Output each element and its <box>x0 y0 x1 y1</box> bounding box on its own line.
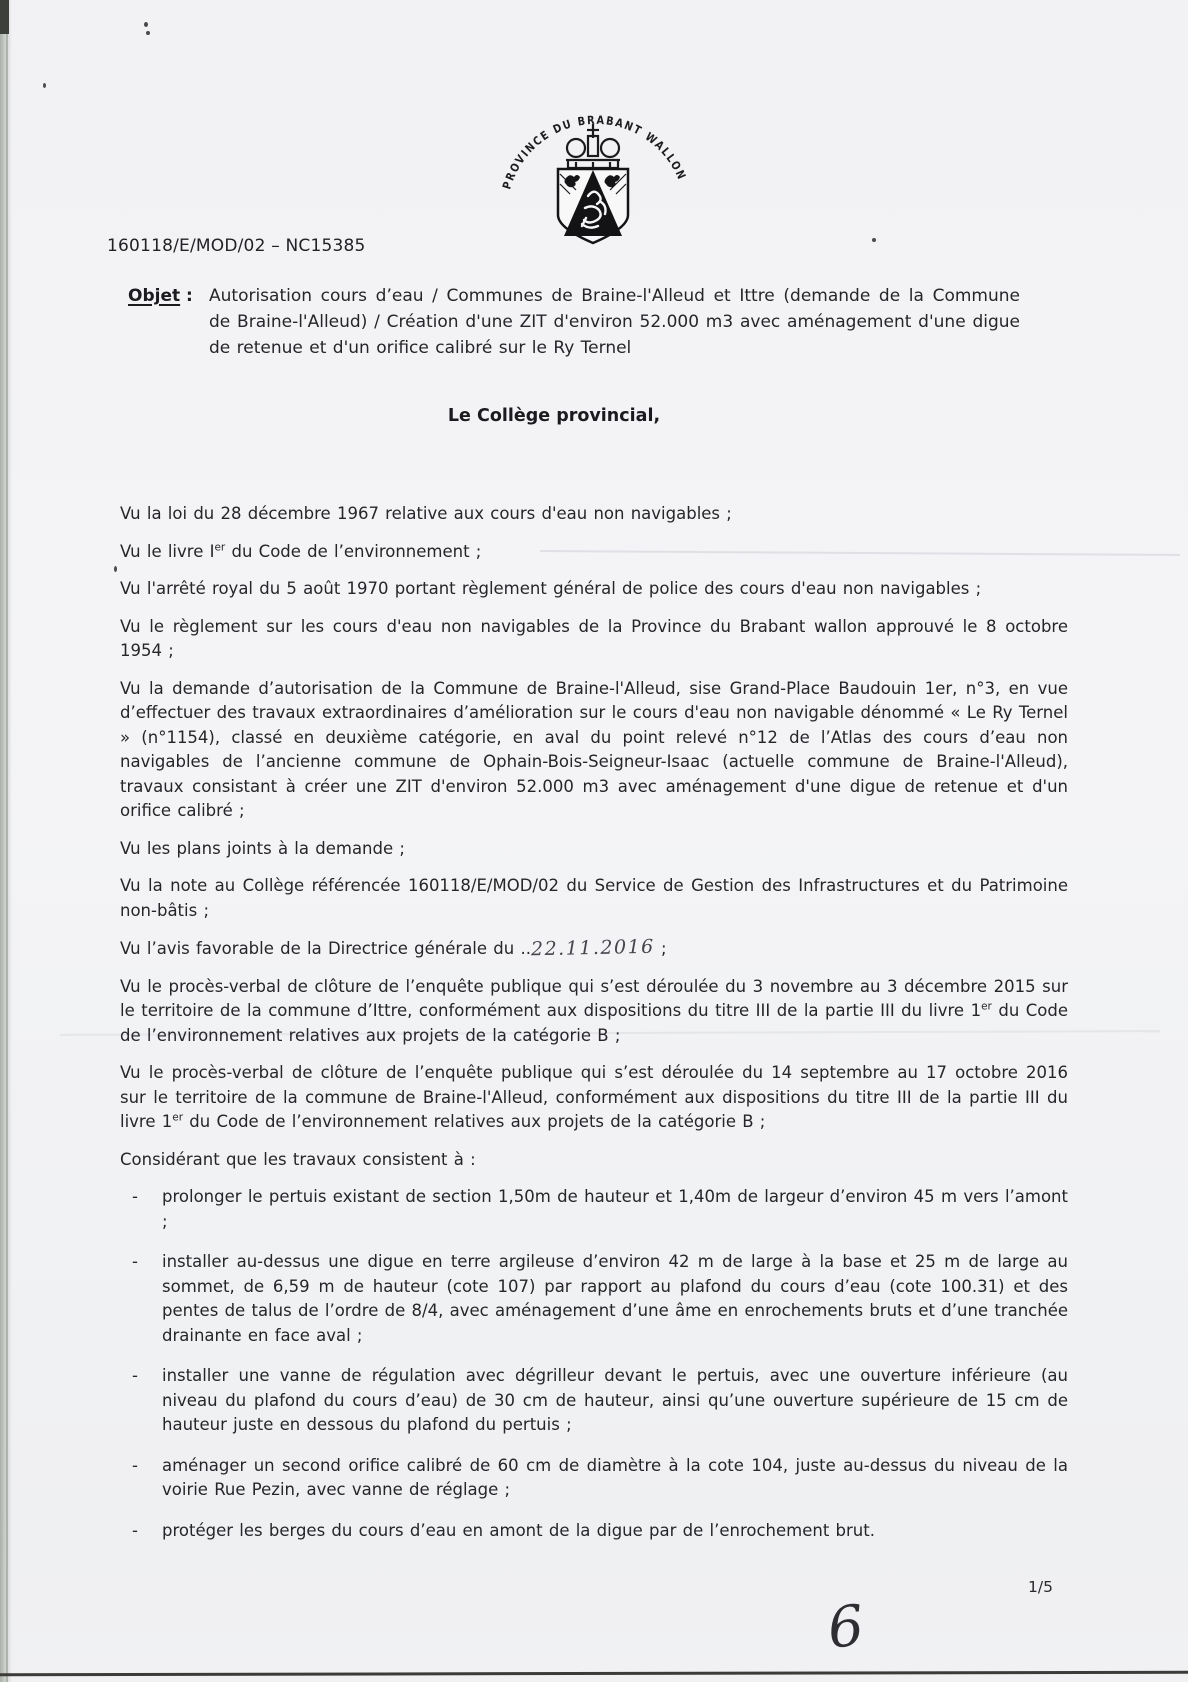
scan-speck <box>144 22 148 27</box>
handwritten-date: 22.11.2016 <box>530 935 655 961</box>
bullet-item <box>120 1364 1068 1438</box>
bullet-text: installer au-dessus une digue en terre argileuse d’environ 42 m de large à la base et 25 m de large au sommet, de 6,59 m de hauteur (cote 107) par rapport au plafond du cours d’eau (cote 100.31) et des pentes de talus de l’ordre de 8/4, avec aménagement d’une âme en enrochements bruts et d’une tranchée drainante en face aval ; <box>162 1252 1068 1345</box>
subject-colon: : <box>180 286 193 306</box>
salutation: Le Collège provincial, <box>447 406 661 426</box>
scan-speck <box>146 31 150 35</box>
scan-edge-corner <box>0 0 9 34</box>
bullet-dash: - <box>132 1366 138 1385</box>
paragraph: Vu le procès-verbal de clôture de l’enquête publique qui s’est déroulée du 3 novembre au 3 décembre 2015 sur le territoire de la commune d’Ittre, conformément aux dispositions du titre III de la partie III du livre 1er du Code de l’environnement relatives aux projets de la catégorie B ; <box>120 976 1068 1045</box>
paragraph: Vu la loi du 28 décembre 1967 relative aux cours d'eau non navigables ; <box>120 504 732 523</box>
bullet-text: protéger les berges du cours d’eau en amont de la digue par de l’enrochement brut. <box>162 1520 875 1540</box>
paragraph: Vu le livre Ier du Code de l’environnement ; <box>120 541 482 561</box>
bullet-text: aménager un second orifice calibré de 60 cm de diamètre à la cote 104, juste au-dessus du niveau de la voirie Rue Pezin, avec vanne de réglage ; <box>162 1455 1068 1499</box>
paragraph: Vu le règlement sur les cours d'eau non navigables de la Province du Brabant wallon approuvé le 8 octobre 1954 ; <box>120 616 1068 660</box>
bullet-item <box>120 1250 1068 1348</box>
coat-of-arms-graphic <box>454 96 734 266</box>
paragraph: Vu les plans joints à la demande ; <box>120 838 405 858</box>
bullet-item <box>120 1454 1068 1503</box>
paragraph: Vu l’avis favorable de la Directrice générale du ..22.11.2016 ; <box>120 935 667 961</box>
scan-speck <box>114 566 117 572</box>
subject-block <box>128 283 1020 361</box>
bullet-dash: - <box>132 1455 138 1475</box>
shield-icon <box>558 169 628 243</box>
paragraph: Vu l'arrêté royal du 5 août 1970 portant règlement général de police des cours d'eau non navigables ; <box>120 579 982 598</box>
provincial-coat-of-arms <box>454 96 734 266</box>
bullet-list <box>120 1185 1068 1543</box>
scan-speck <box>872 238 876 242</box>
subject-label: Objet : <box>128 286 193 306</box>
page-number: 1/5 <box>1028 1578 1053 1596</box>
subject-text: Autorisation cours d’eau / Communes de Braine-l'Alleud et Ittre (demande de la Commune de Braine-l'Alleud) / Création d'une ZIT d'environ 52.000 m3 avec aménagement d'une digue de retenue et d'un orifice calibré sur le Ry Ternel <box>209 286 1020 358</box>
bullet-dash: - <box>132 1187 138 1206</box>
crest-arc-text: PROVINCE DU BRABANT WALLON <box>499 112 691 191</box>
bullet-dash: - <box>132 1520 138 1540</box>
handwritten-page-mark: 6 <box>824 1593 867 1662</box>
paragraph: Vu la note au Collège référencée 160118/E/MOD/02 du Service de Gestion des Infrastructures et du Patrimoine non-bâtis ; <box>120 876 1068 920</box>
paragraph: Vu la demande d’autorisation de la Commune de Braine-l'Alleud, sise Grand-Place Baudouin 1er, n°3, en vue d’effectuer des travaux extraordinaires d’amélioration sur le cours d'eau non navigable dénommé « Le Ry Ternel » (n°1154), classé en deuxième catégorie, en aval du point relevé n°12 de l’Atlas des cours d’eau non navigables de l’ancienne commune de Ophain-Bois-Seigneur-Isaac (actuelle commune de Braine-l'Alleud), travaux consistant à créer une ZIT d'environ 52.000 m3 avec aménagement d'une digue de retenue et d'un orifice calibré ; <box>120 678 1068 820</box>
bullet-text: installer une vanne de régulation avec dégrilleur devant le pertuis, avec une ouverture inférieure (au niveau du plafond du cours d’eau) de 30 cm de hauteur, ainsi qu’une ouverture supérieure de 15 cm de hauteur juste en dessous du plafond du pertuis ; <box>162 1366 1068 1434</box>
paragraph: Vu le procès-verbal de clôture de l’enquête publique qui s’est déroulée du 14 septembre au 17 octobre 2016 sur le territoire de la commune de Braine-l'Alleud, conformément aux dispositions du titre III de la partie III du livre 1er du Code de l’environnement relatives aux projets de la catégorie B ; <box>120 1063 1068 1131</box>
scan-edge-bottom <box>0 1671 1188 1677</box>
bullet-item <box>120 1185 1068 1234</box>
bullet-dash: - <box>132 1252 138 1271</box>
scan-edge-left <box>0 0 12 1682</box>
bullet-item <box>120 1519 1068 1544</box>
crown-icon <box>566 124 620 168</box>
document-body <box>120 502 1068 1559</box>
paragraph: Considérant que les travaux consistent à : <box>120 1149 476 1169</box>
reference-number: 160118/E/MOD/02 – NC15385 <box>107 236 366 256</box>
bullet-text: prolonger le pertuis existant de section 1,50m de hauteur et 1,40m de largeur d’environ 45 m vers l’amont ; <box>162 1187 1068 1231</box>
scan-speck <box>43 83 46 88</box>
paragraphs <box>120 502 1068 1172</box>
